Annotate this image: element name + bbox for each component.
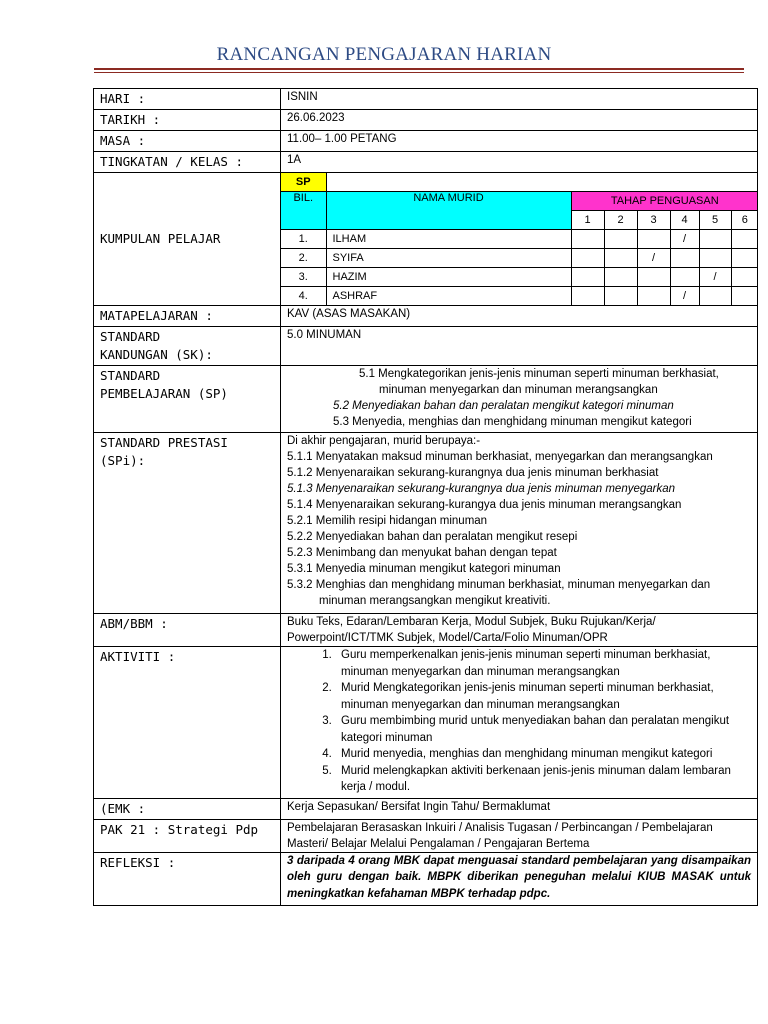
value-refleksi xyxy=(281,852,758,906)
spi-line: 5.2.2 Menyediakan bahan dan peralatan mengikut resepi xyxy=(287,531,578,543)
value-tarikh: 26.06.2023 xyxy=(281,110,758,131)
value-pak21: Pembelajaran Berasaskan Inkuiri / Analisis Tugasan / Perbincangan / Pembelajaran Masteri/ Belajar Melalui Pengalaman / Pengajaran Bertema xyxy=(281,819,758,852)
label-tarikh: TARIKH : xyxy=(94,110,281,131)
row-sp xyxy=(94,366,758,433)
level-cell xyxy=(699,249,731,268)
level-mark: / xyxy=(670,230,699,249)
title-rule-thin xyxy=(94,72,744,73)
sp-line: 5.3 Menyedia, menghias dan menghidang minuman mengikut kategori xyxy=(333,416,692,428)
level-cell xyxy=(571,287,604,306)
student-name: ASHRAF xyxy=(326,287,571,306)
tahap-header: TAHAP PENGUASAN xyxy=(571,192,758,211)
aktiviti-item: 1. Guru memperkenalkan jenis-jenis minuman seperti minuman berkhasiat, minuman menyegarkan dan minuman merangsangkan xyxy=(335,647,751,680)
student-name: HAZIM xyxy=(326,268,571,287)
level-cell xyxy=(637,268,670,287)
value-aktiviti xyxy=(281,647,758,799)
level-mark: / xyxy=(699,268,731,287)
label-kumpulan: KUMPULAN PELAJAR xyxy=(94,173,281,306)
student-row xyxy=(281,249,758,268)
row-pak21 xyxy=(94,819,758,852)
label-tingkatan: TINGKATAN / KELAS : xyxy=(94,152,281,173)
value-matapelajaran: KAV (ASAS MASAKAN) xyxy=(281,306,758,327)
level-mark: / xyxy=(670,287,699,306)
spi-intro: Di akhir pengajaran, murid berupaya:- xyxy=(287,435,481,447)
student-bil: 2. xyxy=(281,249,326,268)
label-sp-line1: STANDARD xyxy=(100,368,161,383)
label-sk-line1: STANDARD xyxy=(100,329,161,344)
student-bil: 4. xyxy=(281,287,326,306)
label-matapelajaran: MATAPELAJARAN : xyxy=(94,306,281,327)
label-pak21: PAK 21 : Strategi Pdp xyxy=(94,819,281,852)
aktiviti-item: 4. Murid menyedia, menghias dan menghidang minuman mengikut kategori xyxy=(335,746,751,763)
student-bil: 3. xyxy=(281,268,326,287)
level-cell xyxy=(699,287,731,306)
level-cell xyxy=(637,230,670,249)
label-sp-line2: PEMBELAJARAN (SP) xyxy=(100,386,228,401)
spi-line: 5.2.1 Memilih resipi hidangan minuman xyxy=(287,515,488,527)
page-title: RANCANGAN PENGAJARAN HARIAN xyxy=(216,44,552,65)
level-mark: / xyxy=(637,249,670,268)
value-abm: Buku Teks, Edaran/Lembaran Kerja, Modul Subjek, Buku Rujukan/Kerja/ Powerpoint/ICT/TMK Subjek, Model/Carta/Folio Minuman/OPR xyxy=(281,614,758,647)
value-hari: ISNIN xyxy=(281,89,758,110)
row-masa xyxy=(94,131,758,152)
spi-line: 5.3.2 Menghias dan menghidang minuman berkhasiat, minuman menyegarkan dan minuman merangsangkan mengikut kreativiti. xyxy=(287,579,711,607)
level-header: 6 xyxy=(731,211,758,230)
lesson-plan-table xyxy=(93,88,758,906)
aktiviti-item: 2. Murid Mengkategorikan jenis-jenis minuman seperti minuman berkhasiat, minuman menyegarkan dan minuman merangsangkan xyxy=(335,680,751,713)
value-spi xyxy=(281,433,758,614)
value-tingkatan: 1A xyxy=(281,152,758,173)
label-refleksi: REFLEKSI : xyxy=(94,852,281,906)
label-masa: MASA : xyxy=(94,131,281,152)
level-header: 5 xyxy=(699,211,731,230)
kumpulan-cell xyxy=(281,173,758,306)
label-abm: ABM/BBM : xyxy=(94,614,281,647)
level-header: 2 xyxy=(604,211,637,230)
student-row xyxy=(281,287,758,306)
row-emk xyxy=(94,798,758,819)
level-cell xyxy=(604,230,637,249)
level-cell xyxy=(637,287,670,306)
student-name: SYIFA xyxy=(326,249,571,268)
sp-cell: SP xyxy=(281,173,326,192)
label-sp xyxy=(94,366,281,433)
row-sk xyxy=(94,327,758,366)
label-sk xyxy=(94,327,281,366)
refleksi-text: 3 daripada 4 orang MBK dapat menguasai standard pembelajaran yang disampaikan oleh guru dengan baik. MBPK diberikan peneguhan melalui KIUB MASAK untuk meningkatkan kefahaman MBPK terhadap pdpc. xyxy=(287,854,751,900)
row-tarikh xyxy=(94,110,758,131)
spi-line: 5.1.3 Menyenaraikan sekurang-kurangnya dua jenis minuman menyegarkan xyxy=(287,483,676,495)
value-emk: Kerja Sepasukan/ Bersifat Ingin Tahu/ Bermaklumat xyxy=(281,798,758,819)
value-masa: 11.00– 1.00 PETANG xyxy=(281,131,758,152)
aktiviti-item: 3. Guru membimbing murid untuk menyediakan bahan dan peralatan mengikut kategori minuman xyxy=(335,713,751,746)
level-cell xyxy=(571,230,604,249)
row-abm xyxy=(94,614,758,647)
level-header: 3 xyxy=(637,211,670,230)
row-aktiviti xyxy=(94,647,758,799)
value-sp xyxy=(281,366,758,433)
student-row xyxy=(281,268,758,287)
sp-blank xyxy=(326,173,758,192)
row-refleksi xyxy=(94,852,758,906)
spi-line: 5.3.1 Menyedia minuman mengikut kategori minuman xyxy=(287,563,561,575)
spi-line: 5.1.2 Menyenaraikan sekurang-kurangnya dua jenis minuman berkhasiat xyxy=(287,467,659,479)
label-sk-line2: KANDUNGAN (SK): xyxy=(100,347,213,362)
spi-line: 5.1.1 Menyatakan maksud minuman berkhasiat, menyegarkan dan merangsangkan xyxy=(287,451,713,463)
row-kumpulan xyxy=(94,173,758,306)
level-cell xyxy=(604,249,637,268)
label-spi-line1: STANDARD PRESTASI xyxy=(100,435,228,450)
level-cell xyxy=(571,268,604,287)
spi-line: 5.2.3 Menimbang dan menyukat bahan dengan tepat xyxy=(287,547,557,559)
nama-header: NAMA MURID xyxy=(326,192,571,230)
label-spi-line2: (SPi): xyxy=(100,453,146,468)
level-header: 4 xyxy=(670,211,699,230)
student-group-table xyxy=(281,173,758,305)
row-matapelajaran xyxy=(94,306,758,327)
row-hari xyxy=(94,89,758,110)
label-hari: HARI : xyxy=(94,89,281,110)
spi-line: 5.1.4 Menyenaraikan sekurang-kurangya dua jenis minuman merangsangkan xyxy=(287,499,682,511)
aktiviti-item: 5. Murid melengkapkan aktiviti berkenaan jenis-jenis minuman dalam lembaran kerja / modul. xyxy=(335,763,751,796)
bil-header: BIL. xyxy=(281,192,326,230)
row-tingkatan xyxy=(94,152,758,173)
student-row xyxy=(281,230,758,249)
student-name: ILHAM xyxy=(326,230,571,249)
level-cell xyxy=(670,268,699,287)
level-cell xyxy=(699,230,731,249)
level-cell xyxy=(571,249,604,268)
aktiviti-list xyxy=(287,647,751,796)
label-aktiviti: AKTIVITI : xyxy=(94,647,281,799)
level-cell xyxy=(731,249,758,268)
label-emk: (EMK : xyxy=(94,798,281,819)
sp-line: 5.1 Mengkategorikan jenis-jenis minuman seperti minuman berkhasiat, minuman menyegarkan dan minuman merangsangkan xyxy=(359,368,719,396)
label-spi xyxy=(94,433,281,614)
row-spi xyxy=(94,433,758,614)
value-sk: 5.0 MINUMAN xyxy=(281,327,758,366)
title-rule xyxy=(94,68,744,70)
level-cell xyxy=(670,249,699,268)
level-cell xyxy=(731,268,758,287)
sp-line: 5.2 Menyediakan bahan dan peralatan mengikut kategori minuman xyxy=(333,400,674,412)
level-cell xyxy=(731,230,758,249)
level-cell xyxy=(731,287,758,306)
student-bil: 1. xyxy=(281,230,326,249)
level-cell xyxy=(604,268,637,287)
level-cell xyxy=(604,287,637,306)
level-header: 1 xyxy=(571,211,604,230)
